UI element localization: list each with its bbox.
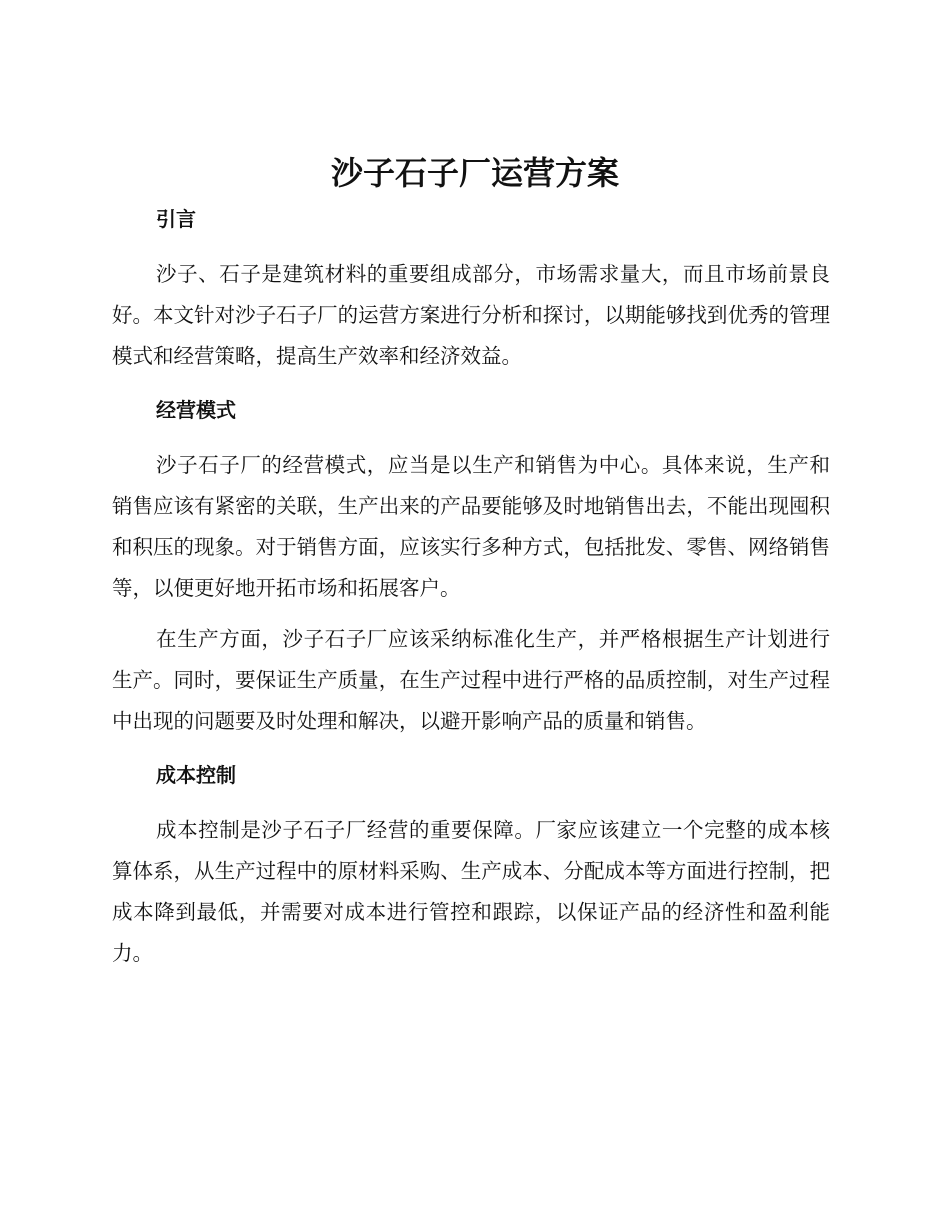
page-title: 沙子石子厂运营方案 xyxy=(330,154,619,192)
section-heading-cost-control: 成本控制 xyxy=(156,763,236,787)
document-body xyxy=(112,202,830,974)
paragraph-cost-control: 成本控制是沙子石子厂经营的重要保障。厂家应该建立一个完整的成本核算体系，从生产过程中的原材料采购、生产成本、分配成本等方面进行控制，把成本降到最低，并需要对成本进行管控和跟踪，以保证产品的经济性和盈利能力。 xyxy=(112,818,830,965)
paragraph-intro: 沙子、石子是建筑材料的重要组成部分，市场需求量大，而且市场前景良好。本文针对沙子石子厂的运营方案进行分析和探讨，以期能够找到优秀的管理模式和经营策略，提高生产效率和经济效益。 xyxy=(112,262,830,368)
section-heading-intro: 引言 xyxy=(156,207,196,231)
paragraph-business-model-1: 沙子石子厂的经营模式，应当是以生产和销售为中心。具体来说，生产和销售应该有紧密的关联，生产出来的产品要能够及时地销售出去，不能出现囤积和积压的现象。对于销售方面，应该实行多种方式，包括批发、零售、网络销售等，以便更好地开拓市场和拓展客户。 xyxy=(112,453,830,600)
section-heading-business-model: 经营模式 xyxy=(156,398,236,422)
paragraph-business-model-2: 在生产方面，沙子石子厂应该采纳标准化生产，并严格根据生产计划进行生产。同时，要保证生产质量，在生产过程中进行严格的品质控制，对生产过程中出现的问题要及时处理和解决，以避开影响产品的质量和销售。 xyxy=(112,627,830,733)
